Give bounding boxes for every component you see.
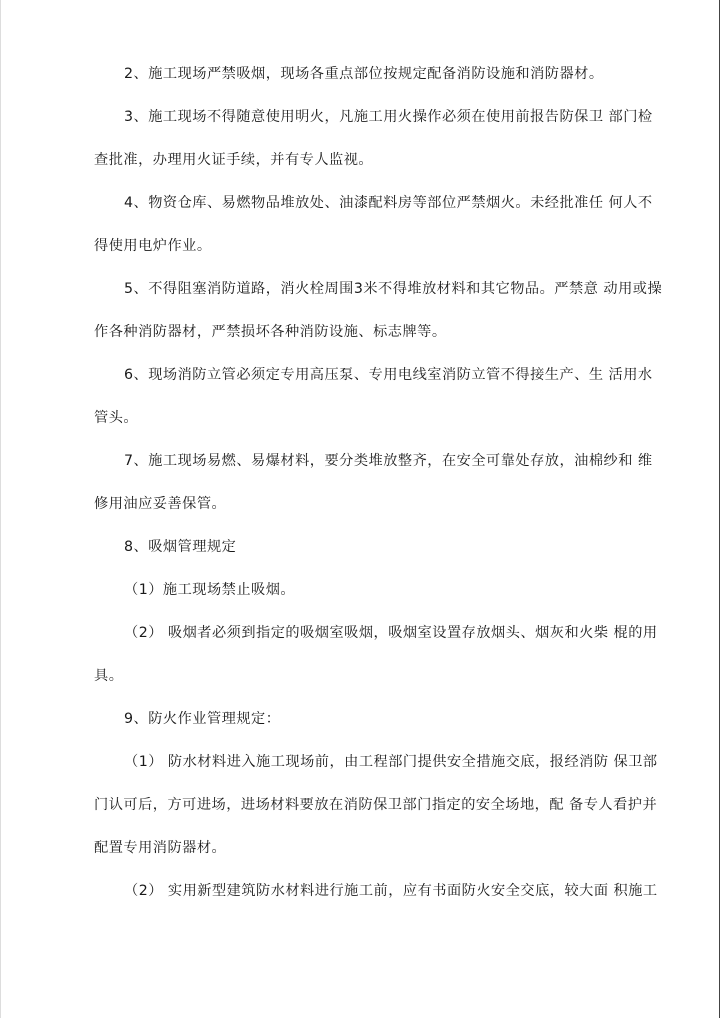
text-line-item-3-cont: 查批准，办理用火证手续，并有专人监视。 [94,152,374,168]
text-line-item-4: 4、物资仓库、易燃物品堆放处、油漆配料房等部位严禁烟火。未经批准任 何人不 [124,195,653,211]
text-line-item-3: 3、施工现场不得随意使用明火，凡施工用火操作必须在使用前报告防保卫 部门检 [124,109,653,125]
text-line-item-8-2: （2） 吸烟者必须到指定的吸烟室吸烟，吸烟室设置存放烟头、烟灰和火柴 棍的用 [124,625,658,641]
text-line-item-5: 5、不得阻塞消防道路，消火栓周围3米不得堆放材料和其它物品。严禁意 动用或操 [124,281,663,297]
text-line-item-9-1: （1） 防水材料进入施工现场前，由工程部门提供安全措施交底，报经消防 保卫部 [124,754,658,770]
text-line-item-9-1-cont: 门认可后，方可进场，进场材料要放在消防保卫部门指定的安全场地，配 备专人看护并 [94,797,658,813]
text-line-item-8-2-cont: 具。 [94,668,124,684]
text-line-item-9-1-end: 配置专用消防器材。 [94,840,227,856]
text-line-item-5-cont: 作各种消防器材，严禁损坏各种消防设施、标志牌等。 [94,324,447,340]
page-edge-left [0,0,1,1018]
text-line-item-4-cont: 得使用电炉作业。 [94,238,212,254]
text-line-item-8-1: （1）施工现场禁止吸烟。 [124,582,296,598]
text-line-item-9-2: （2） 实用新型建筑防水材料进行施工前，应有书面防火安全交底，较大面 积施工 [124,883,658,899]
text-line-item-7: 7、施工现场易燃、易爆材料，要分类堆放整齐，在安全可靠处存放，油棉纱和 维 [124,453,653,469]
text-line-item-9: 9、防火作业管理规定： [124,711,281,727]
text-line-item-8: 8、吸烟管理规定 [124,539,237,555]
text-line-item-2: 2、施工现场严禁吸烟，现场各重点部位按规定配备消防设施和消防器材。 [124,66,604,82]
text-line-item-6: 6、现场消防立管必须定专用高压泵、专用电线室消防立管不得接生产、生 活用水 [124,367,653,383]
text-line-item-7-cont: 修用油应妥善保管。 [94,496,227,512]
text-line-item-6-cont: 管头。 [94,410,139,426]
